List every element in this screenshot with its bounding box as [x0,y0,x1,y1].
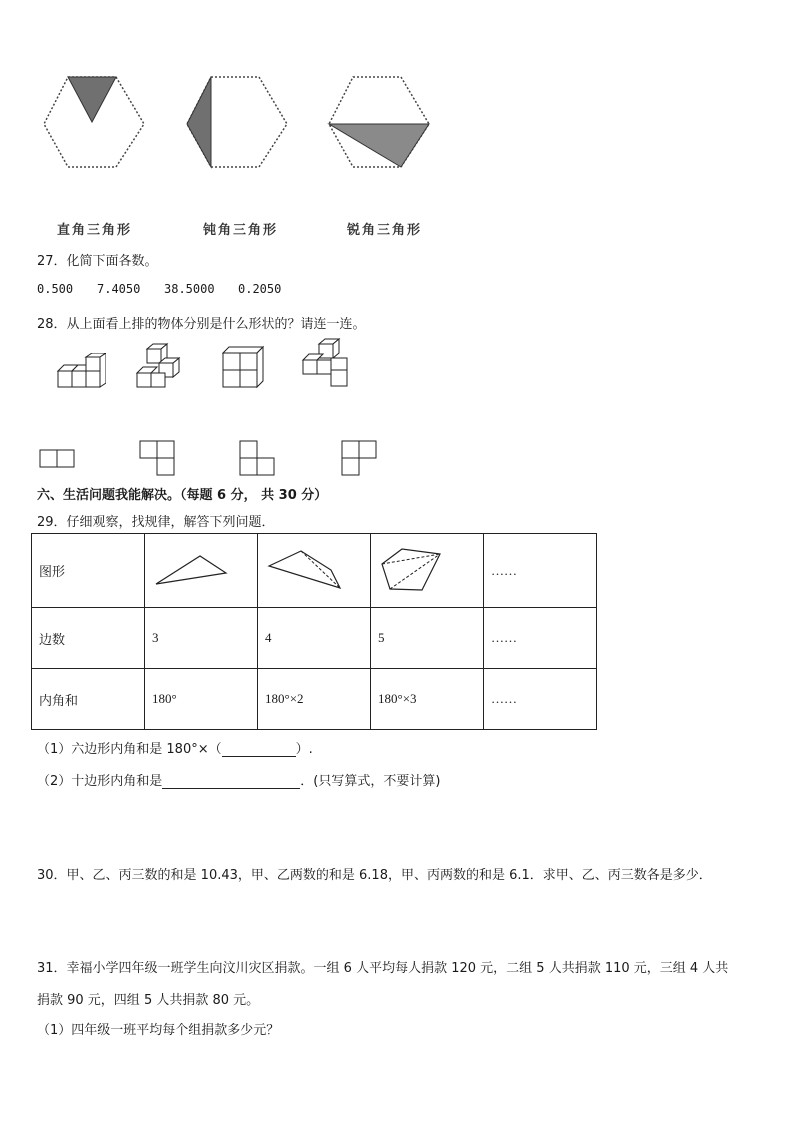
row-header-angle-sum: 内角和 [32,669,145,730]
cell-angle-sum-2: 180°×2 [258,669,371,730]
q30-text: 30．甲、乙、丙三数的和是 10.43，甲、乙两数的和是 6.18，甲、丙两数的和是 6.1．求甲、乙、丙三数各是多少． [37,868,712,883]
cube-stack-4 [299,338,355,392]
cell-pentagon [371,534,484,608]
cell-quadrilateral [258,534,371,608]
q29-sub1-close: ）. [295,742,313,757]
hexagon-right-triangle-figure [40,74,148,170]
cell-sides-3: 3 [145,608,258,669]
row-header-shape: 图形 [32,534,145,608]
quadrilateral-shape [265,548,350,594]
q29-sub2-answer-blank[interactable] [162,774,300,789]
section6-heading: 六、生活问题我能解决。（每题 6 分， 共 30 分） [37,488,328,503]
cube-stack-1 [56,353,106,391]
q31-sub1: （1）四年级一班平均每个组捐款多少元？ [37,1023,280,1038]
q29-sub1-text: （1）六边形内角和是 180°×（ [37,742,222,757]
hexagon-label-acute: 锐角三角形 [347,223,423,238]
cube-stack-2 [135,343,187,391]
cell-sides-more: …… [484,608,597,669]
hexagon-label-right: 直角三角形 [57,223,133,238]
row-header-sides: 边数 [32,608,145,669]
q27-number-2: 7.4050 [97,282,141,296]
q27-number-3: 38.5000 [164,282,215,296]
q31-line1: 31．幸福小学四年级一班学生向汶川灾区捐款。一组 6 人平均每人捐款 120 元，二组 5 人共捐款 110 元，三组 4 人共 [37,961,729,976]
top-view-2 [139,440,177,477]
q27-title: 27．化简下面各数。 [37,254,158,269]
cell-triangle [145,534,258,608]
cube-stack-3 [221,345,267,391]
triangle-shape [152,551,232,591]
q27-number-4: 0.2050 [238,282,282,296]
cell-sides-4: 4 [258,608,371,669]
polygon-pattern-table [31,533,597,730]
hexagon-acute-triangle-figure [325,74,433,170]
cell-angle-sum-1: 180° [145,669,258,730]
q29-sub2-note: ．(只写算式，不要计算) [300,774,441,789]
pentagon-shape [378,546,458,596]
q27-number-1: 0.500 [37,282,74,296]
q29-sub2 [37,770,440,789]
hexagon-label-obtuse: 钝角三角形 [203,223,279,238]
q31-line2: 捐款 90 元，四组 5 人共捐款 80 元。 [37,993,260,1008]
cell-sides-5: 5 [371,608,484,669]
cell-angle-sum-more: …… [484,669,597,730]
top-view-4 [341,440,379,477]
cell-shape-more: …… [484,534,597,608]
q29-sub1 [37,738,313,757]
q29-sub2-text: （2）十边形内角和是 [37,774,163,789]
q29-sub1-answer-blank[interactable] [222,742,296,757]
hexagon-obtuse-triangle-figure [183,74,291,170]
q28-title: 28．从上面看上排的物体分别是什么形状的？请连一连。 [37,317,366,332]
top-view-1 [39,449,77,469]
cell-angle-sum-3: 180°×3 [371,669,484,730]
q29-title: 29．仔细观察，找规律，解答下列问题． [37,515,275,530]
top-view-3 [239,440,277,477]
